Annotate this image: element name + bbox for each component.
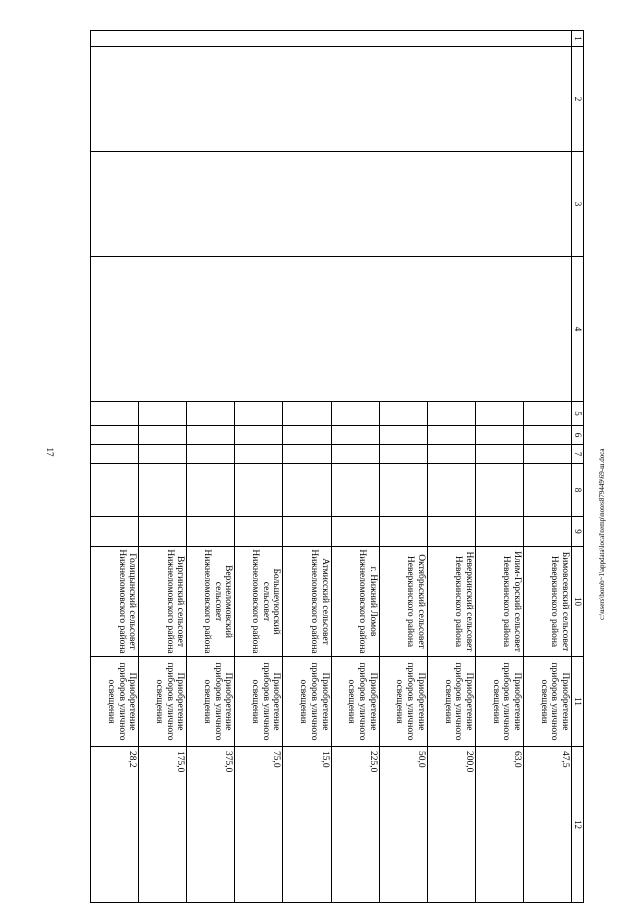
amount-cell: 75,0 — [235, 747, 283, 903]
empty-cell — [379, 445, 427, 464]
empty-cell — [91, 445, 139, 464]
column-number: 9 — [572, 517, 584, 547]
purpose-cell: Приобретение приборов уличного освещения — [283, 657, 331, 747]
purpose-cell: Приобретение приборов уличного освещения — [187, 657, 235, 747]
column-number-row — [572, 31, 584, 903]
empty-cell — [427, 517, 475, 547]
empty-cell — [331, 445, 379, 464]
recipient-cell: Неверкинский сельсовет Неверкинского района — [427, 547, 475, 657]
column-number: 3 — [572, 152, 584, 257]
empty-cell — [427, 445, 475, 464]
footer-file-path: c:\users\borob~1\appdata\local\temp\notes879449\69-ш.doca — [598, 448, 606, 620]
column-number: 2 — [572, 47, 584, 152]
empty-cell — [523, 402, 571, 426]
purpose-cell: Приобретение приборов уличного освещения — [427, 657, 475, 747]
recipient-cell: г. Нижний Ломов Нижнеломовского района — [331, 547, 379, 657]
empty-cell — [187, 402, 235, 426]
amount-cell: 375,0 — [187, 747, 235, 903]
empty-cell — [475, 402, 523, 426]
empty-cell — [91, 152, 572, 257]
rotated-table-frame — [90, 30, 584, 902]
empty-cell — [139, 426, 187, 445]
column-number: 4 — [572, 257, 584, 402]
empty-cell — [139, 445, 187, 464]
empty-cell — [331, 402, 379, 426]
recipient-cell: Большеуюрский сельсовет Нижнеломовского района — [235, 547, 283, 657]
purpose-cell: Приобретение приборов уличного освещения — [139, 657, 187, 747]
amount-cell: 225,0 — [331, 747, 379, 903]
recipient-cell: Голицынский сельсовет Нижнеломовского района — [91, 547, 139, 657]
empty-cell — [139, 517, 187, 547]
amount-cell: 175,0 — [139, 747, 187, 903]
empty-cell — [91, 402, 139, 426]
empty-cell — [235, 426, 283, 445]
amount-cell: 15,0 — [283, 747, 331, 903]
page-number: 17 — [45, 447, 55, 457]
empty-cell — [283, 402, 331, 426]
empty-cell — [139, 402, 187, 426]
empty-cell — [91, 257, 572, 402]
empty-cell — [331, 426, 379, 445]
data-table — [90, 30, 584, 903]
column-number: 6 — [572, 426, 584, 445]
recipient-cell: Бимовсевский сельсовет Неверкинского района — [523, 547, 571, 657]
purpose-cell: Приобретение приборов уличного освещения — [91, 657, 139, 747]
empty-cell — [235, 402, 283, 426]
empty-cell — [475, 517, 523, 547]
empty-cell — [283, 464, 331, 517]
purpose-cell: Приобретение приборов уличного освещения — [379, 657, 427, 747]
recipient-cell: Илим-Горский сельсовет Неверкинского района — [475, 547, 523, 657]
empty-cell — [475, 426, 523, 445]
empty-cell — [283, 517, 331, 547]
empty-cell — [523, 426, 571, 445]
empty-cell — [379, 517, 427, 547]
empty-cell — [523, 517, 571, 547]
empty-cell — [523, 445, 571, 464]
empty-cell — [91, 31, 572, 47]
empty-cell — [475, 464, 523, 517]
empty-cell — [91, 517, 139, 547]
column-number: 7 — [572, 445, 584, 464]
empty-cell — [523, 464, 571, 517]
purpose-cell: Приобретение приборов уличного освещения — [523, 657, 571, 747]
empty-cell — [427, 464, 475, 517]
column-number: 5 — [572, 402, 584, 426]
purpose-cell: Приобретение приборов уличного освещения — [331, 657, 379, 747]
empty-cell — [379, 426, 427, 445]
empty-cell — [91, 464, 139, 517]
empty-cell — [427, 402, 475, 426]
empty-cell — [235, 464, 283, 517]
column-number: 8 — [572, 464, 584, 517]
recipient-cell: Октябрьский сельсовет Неверкинского района — [379, 547, 427, 657]
empty-cell — [283, 426, 331, 445]
table-row — [523, 31, 571, 903]
empty-cell — [187, 464, 235, 517]
empty-cell — [91, 426, 139, 445]
column-number: 10 — [572, 547, 584, 657]
empty-cell — [331, 517, 379, 547]
recipient-cell: Верхнеломовский сельсовет Нижнеломовского района — [187, 547, 235, 657]
empty-cell — [187, 517, 235, 547]
amount-cell: 47,5 — [523, 747, 571, 903]
purpose-cell: Приобретение приборов уличного освещения — [235, 657, 283, 747]
amount-cell: 28,2 — [91, 747, 139, 903]
amount-cell: 63,0 — [475, 747, 523, 903]
empty-cell — [427, 426, 475, 445]
empty-cell — [283, 445, 331, 464]
empty-cell — [475, 445, 523, 464]
empty-cell — [379, 402, 427, 426]
amount-cell: 200,0 — [427, 747, 475, 903]
recipient-cell: Атмисский сельсовет Нижнеломовского района — [283, 547, 331, 657]
empty-cell — [139, 464, 187, 517]
purpose-cell: Приобретение приборов уличного освещения — [475, 657, 523, 747]
column-number: 12 — [572, 747, 584, 903]
empty-cell — [379, 464, 427, 517]
amount-cell: 50,0 — [379, 747, 427, 903]
empty-cell — [91, 47, 572, 152]
column-number: 11 — [572, 657, 584, 747]
column-number: 1 — [572, 31, 584, 47]
recipient-cell: Виргинский сельсовет Нижнеломовского района — [139, 547, 187, 657]
empty-cell — [187, 426, 235, 445]
empty-cell — [235, 445, 283, 464]
empty-cell — [331, 464, 379, 517]
empty-cell — [235, 517, 283, 547]
empty-cell — [187, 445, 235, 464]
